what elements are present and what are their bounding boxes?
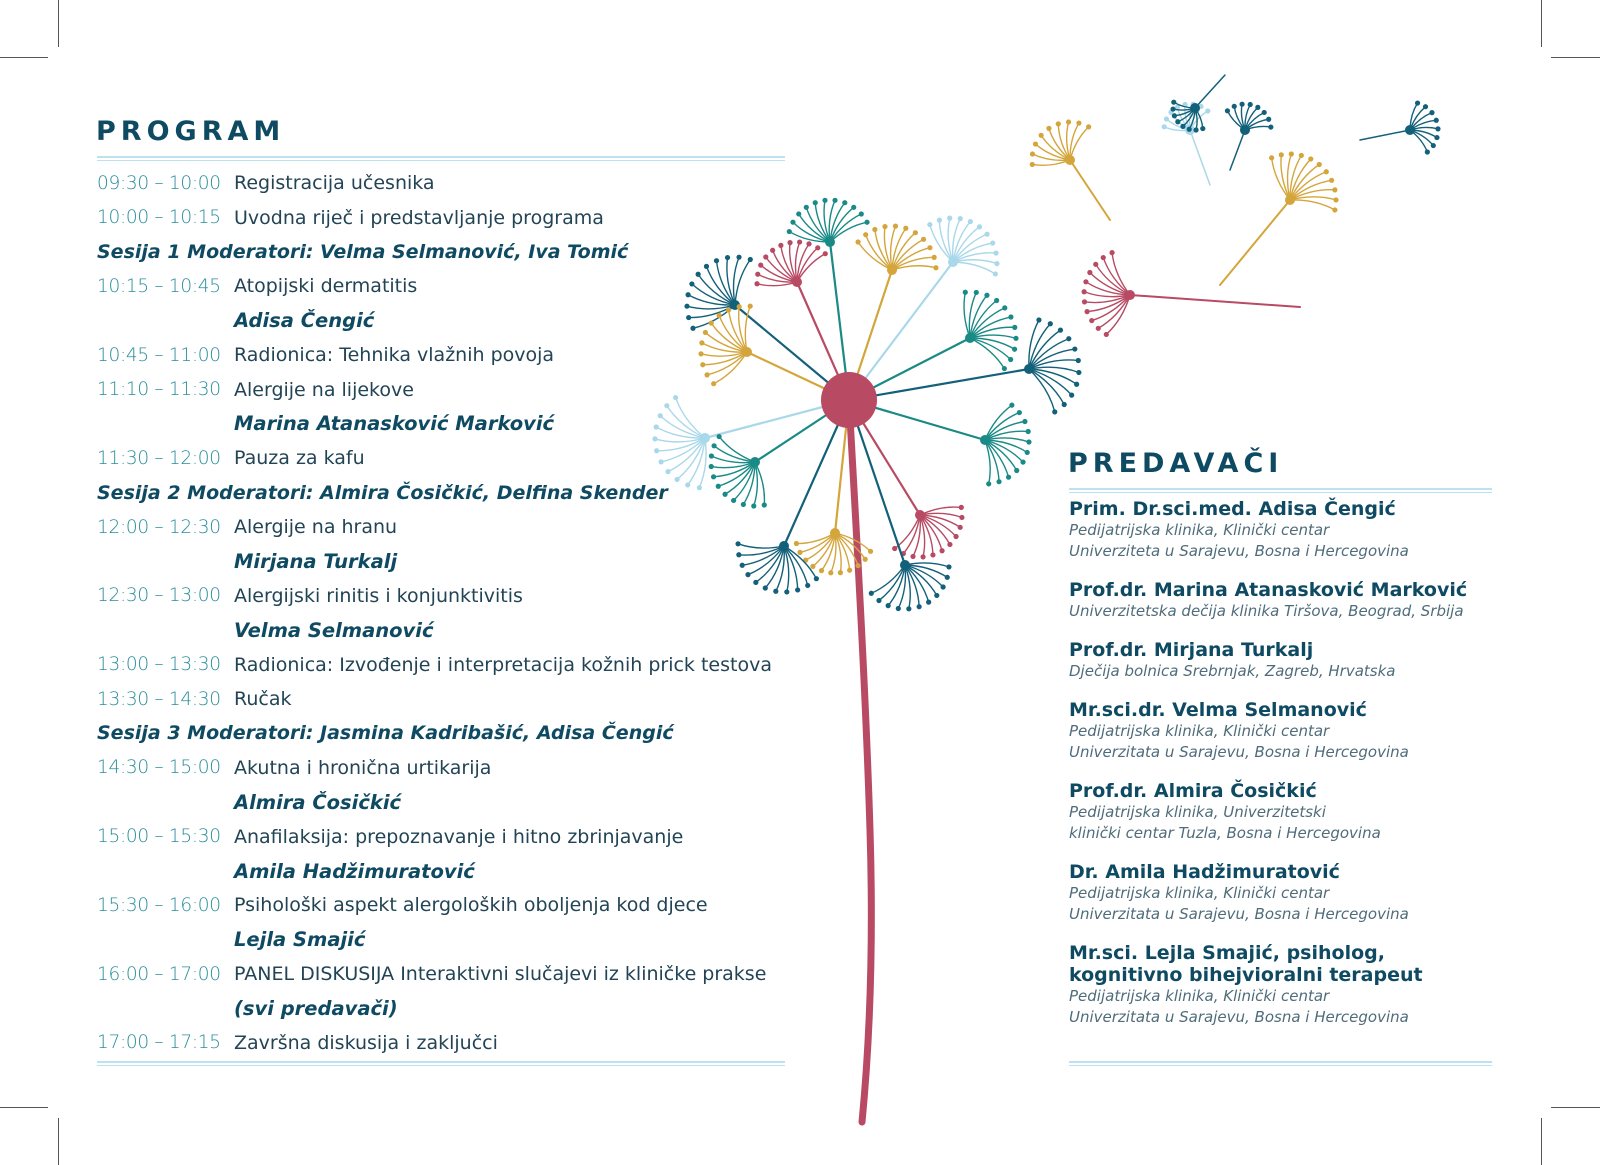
schedule-speaker: Marina Atanasković Marković	[234, 412, 555, 436]
seed-filament-dot	[927, 222, 932, 227]
lecturer-name: Prof.dr. Mirjana Turkalj	[1069, 639, 1314, 661]
seed-head	[1125, 290, 1135, 300]
schedule-time: 12:30 – 13:00	[97, 585, 221, 607]
seed-filament-dot	[1046, 126, 1051, 131]
dandelion-center	[821, 372, 877, 428]
seed-filament-dot	[1030, 162, 1035, 167]
seed-filament-dot	[1104, 332, 1109, 337]
seed-filament-dot	[910, 554, 915, 559]
schedule-title: Pauza za kafu	[234, 447, 365, 470]
seed-stalk	[1360, 130, 1410, 140]
seed-filament-dot	[797, 239, 802, 244]
seed-filament-dot	[958, 525, 963, 530]
seed-filament	[1290, 200, 1335, 210]
seed-filament-dot	[1425, 149, 1430, 154]
seed-filament-dot	[1087, 270, 1092, 275]
seed-filament-dot	[947, 216, 952, 221]
seed-filament-dot	[1025, 450, 1030, 455]
seed-filament-dot	[959, 515, 964, 520]
seed-filament-dot	[984, 232, 989, 237]
lecturer-entry	[1069, 780, 1509, 844]
schedule-title: Atopijski dermatitis	[234, 275, 418, 298]
seed-filament-dot	[1268, 124, 1273, 129]
program-heading: PROGRAM	[96, 116, 286, 147]
lecturer-name: Prim. Dr.sci.med. Adisa Čengić	[1069, 498, 1396, 520]
seed-filament-dot	[1008, 314, 1013, 319]
schedule-speaker-row	[97, 854, 787, 888]
schedule-speaker-row	[97, 923, 787, 957]
seed-filament-dot	[896, 606, 901, 611]
lecturer-affiliation: Univerzitata u Sarajevu, Bosna i Hercegovina	[1069, 1008, 1409, 1026]
seed-filament-dot	[1232, 104, 1237, 109]
seed-filament-dot	[1332, 187, 1337, 192]
seed-filament-dot	[1048, 321, 1053, 326]
seed-filament-dot	[1009, 403, 1014, 408]
seed-filament-dot	[1172, 113, 1177, 118]
schedule-time: 12:00 – 12:30	[97, 516, 221, 538]
session-row	[97, 476, 787, 510]
schedule-speaker-row	[97, 544, 787, 578]
seed-filament-dot	[1429, 110, 1434, 115]
schedule-time: 10:00 – 10:15	[97, 207, 221, 229]
seed-filament-dot	[1317, 162, 1322, 167]
schedule-title: Završna diskusija i zaključci	[234, 1031, 498, 1054]
seed-filament-dot	[1020, 459, 1025, 464]
schedule-row	[97, 510, 787, 544]
schedule-speaker: (svi predavači)	[234, 997, 398, 1021]
seed-filament-dot	[1423, 104, 1428, 109]
seed-head	[887, 265, 897, 275]
seed-filament-dot	[946, 564, 951, 569]
seed-filament-dot	[1193, 127, 1198, 132]
schedule-row	[97, 957, 787, 991]
seed-filament-dot	[990, 240, 995, 245]
schedule-time: 10:15 – 10:45	[97, 275, 221, 297]
seed-stalk	[1220, 200, 1290, 285]
seed-filament-dot	[933, 265, 938, 270]
schedule-row	[97, 269, 787, 303]
seed-filament-dot	[790, 220, 795, 225]
seed-filament	[953, 262, 995, 274]
seed-head	[980, 435, 990, 445]
seed-filament-dot	[1289, 151, 1294, 156]
schedule-row	[97, 751, 787, 785]
seed-filament-dot	[1017, 410, 1022, 415]
lecturer-name: Mr.sci. Lejla Smajić, psiholog,	[1069, 942, 1385, 964]
seed-filament-dot	[958, 216, 963, 221]
seed-filament-dot	[974, 290, 979, 295]
seed-filament-dot	[794, 541, 799, 546]
seed-filament-dot	[1058, 328, 1063, 333]
seed-filament-dot	[963, 290, 968, 295]
seed-filament-dot	[913, 230, 918, 235]
seed-filament-dot	[986, 481, 991, 486]
seed-filament-dot	[863, 557, 868, 562]
schedule-time: 13:30 – 14:30	[97, 688, 221, 710]
seed-filament-dot	[1066, 119, 1071, 124]
seed-filament-dot	[968, 219, 973, 224]
seed-filament-dot	[1039, 133, 1044, 138]
schedule-time: 15:30 – 16:00	[97, 894, 221, 916]
seed-filament-dot	[787, 229, 792, 234]
schedule-title: Registracija učesnika	[234, 172, 435, 195]
seed-filament-dot	[863, 232, 868, 237]
schedule-speaker-row	[97, 613, 787, 647]
seed-filament-dot	[787, 240, 792, 245]
seed-filament-dot	[934, 593, 939, 598]
seed-filament-dot	[886, 603, 891, 608]
seed-filament-dot	[1096, 326, 1101, 331]
seed-filament-dot	[1076, 358, 1081, 363]
seed-filament-dot	[1013, 336, 1018, 341]
lecturer-affiliation: Univerzitata u Sarajevu, Bosna i Hercegovina	[1069, 743, 1409, 761]
seed-filament-dot	[1052, 409, 1057, 414]
schedule-row	[97, 200, 787, 234]
seed-filament-dot	[994, 298, 999, 303]
seed-filament-dot	[927, 245, 932, 250]
seed-filament-dot	[1279, 152, 1284, 157]
seed-filament-dot	[810, 564, 815, 569]
schedule-title: Radionica: Izvođenje i interpretacija kožnih prick testova	[234, 653, 772, 676]
lecturer-affiliation: Pedijatrijska klinika, Klinički centar	[1069, 521, 1330, 539]
seed-filament-dot	[797, 550, 802, 555]
seed-filament-dot	[1415, 100, 1420, 105]
lecturer-entry	[1069, 579, 1509, 622]
seed-head	[1240, 125, 1250, 135]
seed-filament-dot	[1164, 116, 1169, 121]
seed-filament-dot	[1083, 279, 1088, 284]
schedule-time: 16:00 – 17:00	[97, 963, 221, 985]
seed-filament-dot	[1093, 262, 1098, 267]
lecturer-affiliation: Pedijatrijska klinika, Klinički centar	[1069, 987, 1330, 1005]
seed-filament	[871, 565, 905, 593]
seed-filament-dot	[795, 587, 800, 592]
seed-filament-dot	[1248, 102, 1253, 107]
seed-filament-dot	[882, 224, 887, 229]
seed-filament-dot	[1072, 346, 1077, 351]
schedule-time: 14:30 – 15:00	[97, 757, 221, 779]
seed-filament-dot	[1162, 124, 1167, 129]
seed-filament-dot	[953, 534, 958, 539]
schedule-speaker-row	[97, 407, 787, 441]
session-moderators: Sesija 1 Moderatori: Velma Selmanović, Iva Tomić	[97, 240, 629, 263]
seed-filament-dot	[851, 205, 856, 210]
seed-filament-dot	[945, 575, 950, 580]
lecturer-name: Mr.sci.dr. Velma Selmanović	[1069, 699, 1367, 721]
seed-filament-dot	[796, 211, 801, 216]
seed-stalk	[1195, 75, 1225, 108]
seed-filament-dot	[876, 598, 881, 603]
schedule-speaker: Amila Hadžimuratović	[234, 859, 475, 883]
seed-filament-dot	[855, 563, 860, 568]
schedule-speaker: Mirjana Turkalj	[234, 549, 398, 573]
schedule-row	[97, 682, 787, 716]
lecturer-affiliation: Pedijatrijska klinika, Univerzitetski	[1069, 803, 1326, 821]
seed-filament-dot	[819, 568, 824, 573]
schedule-time: 11:10 – 11:30	[97, 379, 221, 401]
lecturer-entry	[1069, 639, 1509, 682]
schedule-row	[97, 338, 787, 372]
seed-filament-dot	[941, 584, 946, 589]
lecturer-affiliation: Pedijatrijska klinika, Klinički centar	[1069, 884, 1330, 902]
schedule-time: 11:30 – 12:00	[97, 447, 221, 469]
lecturer-name: Prof.dr. Marina Atanasković Marković	[1069, 579, 1468, 601]
schedule-time: 10:45 – 11:00	[97, 344, 221, 366]
seed-filament-dot	[1431, 143, 1436, 148]
seed-filament-dot	[1056, 121, 1061, 126]
lecturer-name: kognitivno bihejvioralni terapeut	[1069, 964, 1423, 986]
schedule-title: Psihološki aspekt alergoloških oboljenja kod djece	[234, 894, 708, 917]
seed-filament-dot	[813, 200, 818, 205]
seed-filament-dot	[1180, 124, 1185, 129]
seed-filament-dot	[823, 251, 828, 256]
schedule-title: Ručak	[234, 688, 292, 711]
seed-filament-dot	[842, 200, 847, 205]
schedule-row	[97, 441, 787, 475]
seed-filament-dot	[959, 505, 964, 510]
seed-stalk	[1230, 130, 1245, 170]
seed-filament-dot	[872, 227, 877, 232]
seed-filament	[830, 222, 867, 242]
schedule-title: Alergije na lijekove	[234, 378, 414, 401]
seed-filament-dot	[1435, 126, 1440, 131]
seed-filament-dot	[1332, 207, 1337, 212]
lecturer-entry	[1069, 498, 1509, 562]
seed-filament-dot	[932, 255, 937, 260]
schedule-title: Radionica: Tehnika vlažnih povoja	[234, 344, 555, 367]
lecturer-affiliation: Univerziteta u Sarajevu, Bosna i Hercegovina	[1069, 542, 1409, 560]
seed-filament-dot	[930, 552, 935, 557]
seed-filament-dot	[1069, 393, 1074, 398]
session-row	[97, 235, 787, 269]
seed-filament-dot	[1101, 255, 1106, 260]
seed-head	[1065, 155, 1075, 165]
seed-filament-dot	[1255, 105, 1260, 110]
seed-filament	[1029, 369, 1055, 412]
schedule-title: Alergijski rinitis i konjunktivitis	[234, 584, 523, 607]
schedule-speaker: Lejla Smajić	[234, 928, 366, 952]
seed-filament-dot	[893, 224, 898, 229]
seed-stalk	[1130, 295, 1300, 307]
seed-filament-dot	[822, 198, 827, 203]
lecturer-affiliation: Pedijatrijska klinika, Klinički centar	[1069, 722, 1330, 740]
seed-filament-dot	[1076, 120, 1081, 125]
seed-head	[830, 528, 840, 538]
seed-filament-dot	[847, 568, 852, 573]
schedule-title: Uvodna riječ i predstavljanje programa	[234, 206, 604, 229]
lecturer-affiliation: Univerzitata u Sarajevu, Bosna i Hercegovina	[1069, 905, 1409, 923]
seed-filament-dot	[1036, 317, 1041, 322]
seed-head	[1024, 364, 1034, 374]
lecturer-name: Prof.dr. Almira Čosičkić	[1069, 780, 1317, 802]
seed-filament-dot	[814, 576, 819, 581]
schedule-row	[97, 888, 787, 922]
seed-filament-dot	[1269, 155, 1274, 160]
seed-filament-dot	[806, 241, 811, 246]
seed-filament-dot	[1012, 347, 1017, 352]
seed-filament-dot	[947, 542, 952, 547]
seed-filament-dot	[921, 237, 926, 242]
seed-filament-dot	[1074, 382, 1079, 387]
schedule-speaker: Adisa Čengić	[234, 309, 375, 333]
seed-filament-dot	[996, 479, 1001, 484]
seed-filament-dot	[869, 591, 874, 596]
seed-filament-dot	[1333, 197, 1338, 202]
seed-filament-dot	[1324, 169, 1329, 174]
seed-filament-dot	[1082, 289, 1087, 294]
seed-filament-dot	[917, 604, 922, 609]
lecturer-affiliation: Dječija bolnica Srebrnjak, Zagreb, Hrvatska	[1069, 662, 1396, 680]
seed-filament-dot	[1030, 151, 1035, 156]
seed-filament-dot	[859, 211, 864, 216]
seed-filament-dot	[1171, 100, 1176, 105]
seed-filament-dot	[1262, 110, 1267, 115]
seed-filament-dot	[1008, 357, 1013, 362]
seed-filament-dot	[1308, 156, 1313, 161]
seed-stalk	[1070, 160, 1110, 220]
seed-filament-dot	[994, 261, 999, 266]
lecturer-entry	[1069, 699, 1509, 763]
seed-filament-dot	[984, 293, 989, 298]
seed-filament-dot	[1026, 429, 1031, 434]
seed-filament	[1070, 127, 1089, 160]
schedule-row	[97, 579, 787, 613]
seed-filament-dot	[1200, 126, 1205, 131]
lecturers-bottom-rule	[1069, 1061, 1492, 1066]
seed-head	[948, 257, 958, 267]
seed-filament-dot	[1329, 178, 1334, 183]
seed-head	[1285, 195, 1295, 205]
schedule-row	[97, 819, 787, 853]
seed-stalk	[1190, 130, 1210, 185]
lecturer-affiliation: Univerzitetska dečija klinika Tiršova, Beograd, Srbija	[1069, 602, 1464, 620]
seed-filament-dot	[1006, 475, 1011, 480]
seed-filament-dot	[1434, 118, 1439, 123]
seed-filament-dot	[1109, 250, 1114, 255]
seed-filament-dot	[868, 549, 873, 554]
seed-filament	[1112, 253, 1130, 295]
seed-filament-dot	[832, 198, 837, 203]
program-schedule	[97, 166, 787, 1060]
dandelion-stem	[849, 400, 871, 1122]
lecturer-entry	[1069, 861, 1509, 925]
schedule-time: 17:00 – 17:15	[97, 1032, 221, 1054]
seed-filament-dot	[1033, 141, 1038, 146]
schedule-title: Akutna i hronična urtikarija	[234, 756, 492, 779]
seed-filament-dot	[903, 226, 908, 231]
seed-filament-dot	[1076, 370, 1081, 375]
seed-filament-dot	[864, 220, 869, 225]
seed-head	[1405, 125, 1415, 135]
seed-filament-dot	[1239, 102, 1244, 107]
lecturer-affiliation: klinički centar Tuzla, Bosna i Hercegovina	[1069, 824, 1381, 842]
lecturers-top-rule	[1069, 488, 1492, 493]
seed-filament-dot	[1085, 309, 1090, 314]
session-moderators: Sesija 3 Moderatori: Jasmina Kadribašić, Adisa Čengić	[97, 722, 674, 745]
seed-filament-dot	[993, 271, 998, 276]
seed-filament-dot	[828, 570, 833, 575]
schedule-time: 09:30 – 10:00	[97, 172, 221, 194]
seed-filament-dot	[1026, 439, 1031, 444]
seed-filament-dot	[804, 205, 809, 210]
lecturer-entry	[1069, 942, 1509, 1028]
session-moderators: Sesija 2 Moderatori: Almira Čosičkić, Delfina Skender	[97, 481, 668, 504]
seed-filament-dot	[977, 224, 982, 229]
schedule-speaker: Almira Čosičkić	[234, 790, 402, 814]
seed-head	[792, 277, 802, 287]
seed-filament-dot	[1299, 153, 1304, 158]
seed-filament-dot	[1170, 106, 1175, 111]
schedule-speaker-row	[97, 991, 787, 1025]
schedule-speaker: Velma Selmanović	[234, 618, 434, 642]
seed-filament-dot	[1089, 318, 1094, 323]
lecturers-list	[1069, 498, 1509, 1045]
schedule-speaker-row	[97, 304, 787, 338]
seed-head	[965, 333, 975, 343]
seed-filament-dot	[805, 583, 810, 588]
seed-filament-dot	[892, 546, 897, 551]
seed-filament-dot	[855, 239, 860, 244]
seed-filament-dot	[939, 548, 944, 553]
seed-filament-dot	[920, 554, 925, 559]
schedule-time: 15:00 – 15:30	[97, 826, 221, 848]
lecturer-name: Dr. Amila Hadžimuratović	[1069, 861, 1340, 883]
seed-filament-dot	[1014, 468, 1019, 473]
seed-filament-dot	[926, 600, 931, 605]
seed-filament-dot	[838, 570, 843, 575]
schedule-title: PANEL DISKUSIJA Interaktivni slučajevi iz kliničke prakse	[234, 963, 767, 986]
seed-filament-dot	[1187, 127, 1192, 132]
schedule-time: 13:00 – 13:30	[97, 654, 221, 676]
seed-filament-dot	[1012, 325, 1017, 330]
seed-head	[900, 560, 910, 570]
seed-filament-dot	[815, 245, 820, 250]
seed-head	[825, 237, 835, 247]
seed-filament-dot	[1205, 108, 1210, 113]
seed-filament-dot	[1086, 124, 1091, 129]
seed-filament-dot	[937, 218, 942, 223]
program-top-rule	[97, 156, 785, 161]
seed-head	[1190, 103, 1200, 113]
schedule-row	[97, 1026, 787, 1060]
seed-filament-dot	[1062, 402, 1067, 407]
seed-filament-dot	[1066, 336, 1071, 341]
seed-filament-dot	[1225, 108, 1230, 113]
seed-filament-dot	[1022, 419, 1027, 424]
seed-filament-dot	[1082, 299, 1087, 304]
lecturers-heading: PREDAVAČI	[1068, 448, 1284, 479]
schedule-title: Alergije na hranu	[234, 516, 398, 539]
schedule-title: Anafilaksija: prepoznavanje i hitno zbrinjavanje	[234, 825, 684, 848]
session-row	[97, 716, 787, 750]
schedule-row	[97, 166, 787, 200]
seed-filament-dot	[1266, 117, 1271, 122]
seed-filament-dot	[993, 250, 998, 255]
schedule-row	[97, 647, 787, 681]
seed-filament-dot	[1002, 305, 1007, 310]
seed-filament-dot	[906, 606, 911, 611]
seed-filament-dot	[1434, 135, 1439, 140]
seed-filament-dot	[1002, 366, 1007, 371]
program-bottom-rule	[97, 1061, 785, 1066]
schedule-speaker-row	[97, 785, 787, 819]
seed-head	[915, 510, 925, 520]
schedule-row	[97, 372, 787, 406]
seed-filament-dot	[1175, 119, 1180, 124]
